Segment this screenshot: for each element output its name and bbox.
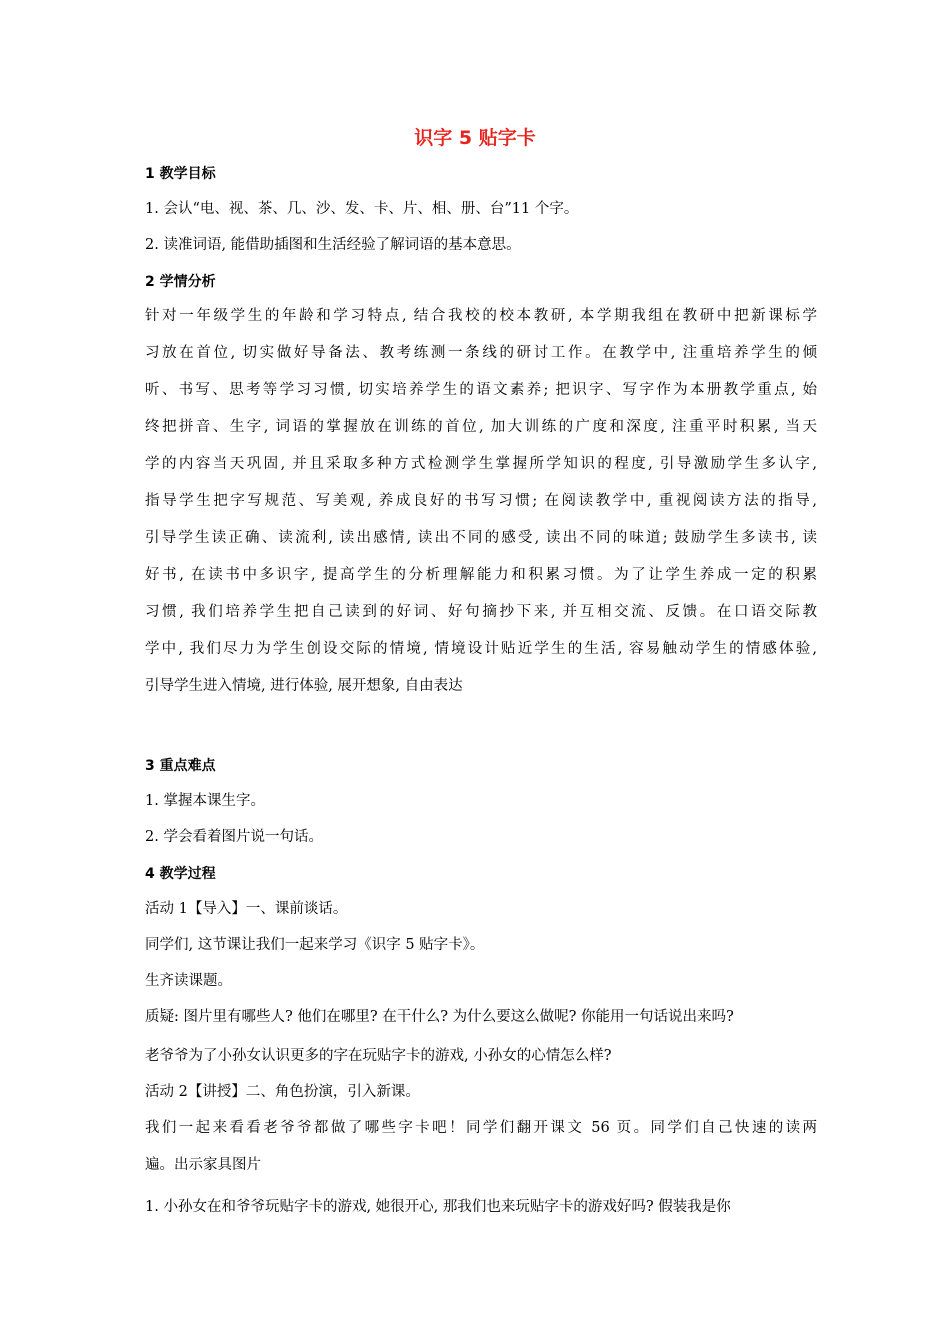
analysis-paragraph [145, 298, 817, 705]
section-heading-analysis: 2 学情分析 [145, 274, 216, 290]
goal-item: 2. 读准词语, 能借助插图和生活经验了解词语的基本意思。 [145, 237, 521, 253]
goal-item: 1. 会认“电、视、茶、几、沙、发、卡、片、相、册、台”11 个字。 [145, 201, 579, 217]
paragraph-line: 遍。出示家具图片 [145, 1157, 261, 1173]
paragraph-line: 我们一起来看看老爷爷都做了哪些字卡吧！同学们翻开课文 56 页。同学们自己快速的读两 [145, 1120, 817, 1136]
section-heading-key-points: 3 重点难点 [145, 758, 216, 774]
paragraph-line: 听、书写、思考等学习习惯, 切实培养学生的语文素养; 把识字、写字作为本册教学重点, 始 [145, 382, 817, 398]
section-heading-goals: 1 教学目标 [145, 166, 216, 182]
section-heading-process: 4 教学过程 [145, 866, 216, 882]
process-line: 活动 2【讲授】二、角色扮演，引入新课。 [145, 1084, 420, 1100]
paragraph-line: 引导学生读正确、读流利, 读出感情, 读出不同的感受, 读出不同的味道; 鼓励学生多读书, 读 [145, 530, 817, 546]
paragraph-line: 学的内容当天巩固, 并且采取多种方式检测学生掌握所学知识的程度, 引导激励学生多认字, [145, 456, 817, 472]
process-line: 生齐读课题。 [145, 973, 232, 989]
paragraph-line: 针对一年级学生的年龄和学习特点, 结合我校的校本教研, 本学期我组在教研中把新课标学 [145, 308, 817, 324]
key-point-item: 1. 掌握本课生字。 [145, 793, 265, 809]
paragraph-line: 1. 小孙女在和爷爷玩贴字卡的游戏, 她很开心, 那我们也来玩贴字卡的游戏好吗? 假装我是你 [145, 1199, 731, 1215]
paragraph-line: 学中, 我们尽力为学生创设交际的情境, 情境设计贴近学生的生活, 容易触动学生的情感体验, [145, 641, 817, 657]
process-line: 质疑: 图片里有哪些人? 他们在哪里? 在干什么? 为什么要这么做呢? 你能用一句话说出来吗? [145, 1009, 734, 1025]
paragraph-line: 好书, 在读书中多识字, 提高学生的分析理解能力和积累习惯。为了让学生养成一定的积累 [145, 567, 817, 583]
process-paragraph [145, 1189, 817, 1226]
paragraph-line: 终把拼音、生字, 词语的掌握放在训练的首位, 加大训练的广度和深度, 注重平时积累, 当天 [145, 419, 817, 435]
paragraph-line: 指导学生把字写规范、写美观, 养成良好的书写习惯; 在阅读教学中, 重视阅读方法的指导, [145, 493, 817, 509]
document-title: 识字 5 贴字卡 [414, 127, 536, 149]
process-paragraph [145, 1110, 817, 1184]
process-line: 同学们, 这节课让我们一起来学习《识字 5 贴字卡》。 [145, 937, 485, 953]
paragraph-line: 引导学生进入情境, 进行体验, 展开想象, 自由表达 [145, 678, 463, 694]
paragraph-line: 习放在首位, 切实做好导备法、教考练测一条线的研讨工作。在教学中, 注重培养学生的倾 [145, 345, 817, 361]
key-point-item: 2. 学会看着图片说一句话。 [145, 829, 323, 845]
process-line: 老爷爷为了小孙女认识更多的字在玩贴字卡的游戏, 小孙女的心情怎么样? [145, 1048, 612, 1064]
process-line: 活动 1【导入】一、课前谈话。 [145, 901, 348, 917]
paragraph-line: 习惯, 我们培养学生把自己读到的好词、好句摘抄下来, 并互相交流、反馈。在口语交际教 [145, 604, 817, 620]
